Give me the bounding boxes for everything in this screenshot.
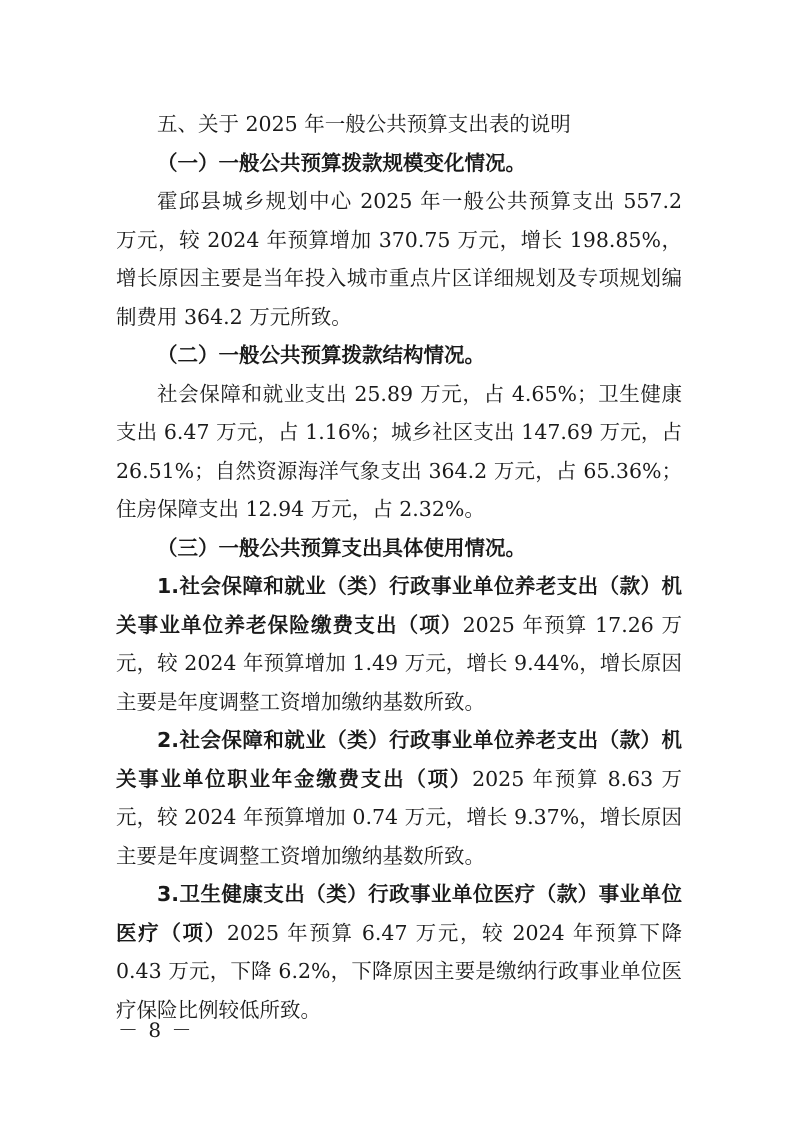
document-content — [116, 105, 682, 1029]
item-1-body: 2025 年预算 17.26 万元，较 2024 年预算增加 1.49 万元，增长 9.44%，增长原因主要是年度调整工资增加缴纳基数所致。 — [116, 612, 682, 714]
item-2-body: 2025 年预算 8.63 万元，较 2024 年预算增加 0.74 万元，增长 9.37%，增长原因主要是年度调整工资增加缴纳基数所致。 — [116, 766, 682, 868]
paragraph-budget-scale: 霍邱县城乡规划中心 2025 年一般公共预算支出 557.2 万元，较 2024 年预算增加 370.75 万元，增长 198.85%，增长原因主要是当年投入城市重点片区详细规划及专项规划编制费用 364.2 万元所致。 — [116, 189, 682, 329]
subsection-heading-2: （二）一般公共预算拨款结构情况。 — [157, 343, 485, 367]
paragraph-budget-structure: 社会保障和就业支出 25.89 万元，占 4.65%；卫生健康支出 6.47 万元，占 1.16%；城乡社区支出 147.69 万元，占 26.51%；自然资源海洋气象支出 364.2 万元，占 65.36%；住房保障支出 12.94 万元，占 2.32%。 — [116, 381, 682, 521]
item-2-lead: 2.社会保障和就业（类）行政事业单位养老支出（款）机关事业单位职业年金缴费支出（项） — [116, 728, 682, 791]
paragraph-item-1 — [116, 567, 682, 721]
page-number: － 8 － — [118, 1018, 194, 1042]
item-3-body: 2025 年预算 6.47 万元，较 2024 年预算下降 0.43 万元，下降 6.2%，下降原因主要是缴纳行政事业单位医疗保险比例较低所致。 — [116, 920, 683, 1022]
item-3-lead: 3.卫生健康支出（类）行政事业单位医疗（款）事业单位医疗（项） — [116, 882, 682, 945]
subsection-heading-1: （一）一般公共预算拨款规模变化情况。 — [157, 150, 526, 175]
paragraph-item-2 — [116, 721, 682, 875]
subsection-heading-3: （三）一般公共预算支出具体使用情况。 — [157, 535, 526, 560]
section-heading: 五、关于 2025 年一般公共预算支出表的说明 — [157, 112, 571, 136]
paragraph-item-3 — [116, 875, 682, 1029]
item-1-lead: 1.社会保障和就业（类）行政事业单位养老支出（款）机关事业单位养老保险缴费支出（项） — [116, 574, 682, 637]
